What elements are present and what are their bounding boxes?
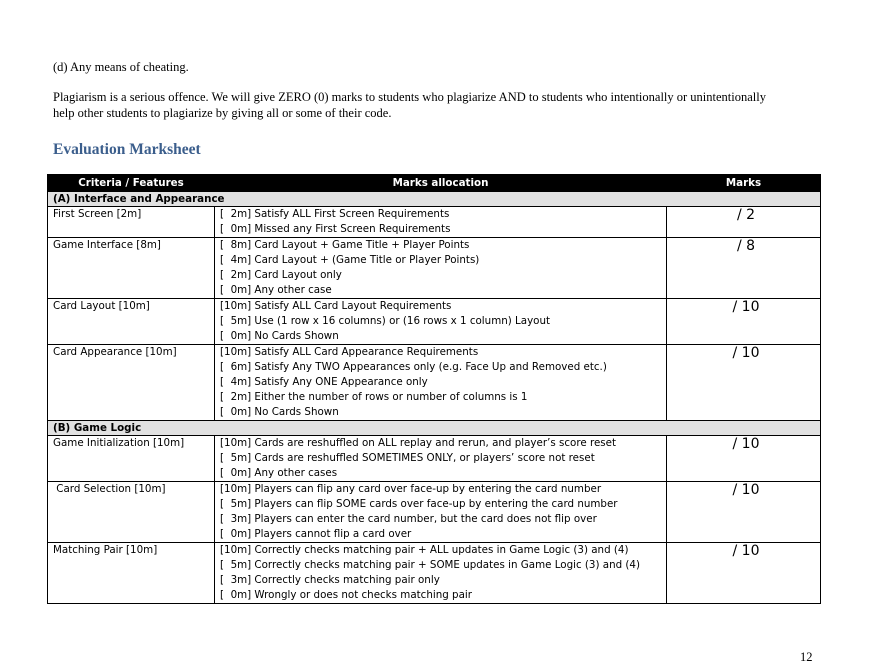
table-row bbox=[48, 436, 821, 482]
allocation-line: [ 2m] Either the number of rows or number of columns is 1 bbox=[220, 391, 528, 403]
allocation-line: [ 2m] Card Layout only bbox=[220, 269, 342, 281]
section-row bbox=[48, 192, 821, 207]
table-row bbox=[48, 207, 821, 238]
criteria-cell: Card Appearance [10m] bbox=[48, 345, 215, 421]
section-title: (B) Game Logic bbox=[48, 421, 821, 436]
marksheet-table bbox=[47, 174, 821, 604]
criteria-cell: Matching Pair [10m] bbox=[48, 543, 215, 604]
marks-cell: / 10 bbox=[667, 482, 821, 543]
allocation-line: [ 0m] No Cards Shown bbox=[220, 406, 339, 418]
table-header-row bbox=[48, 175, 821, 192]
allocation-cell bbox=[215, 345, 667, 421]
header-allocation: Marks allocation bbox=[215, 175, 667, 192]
criteria-cell: Game Initialization [10m] bbox=[48, 436, 215, 482]
criteria-cell: Card Layout [10m] bbox=[48, 299, 215, 345]
allocation-line: [ 8m] Card Layout + Game Title + Player Points bbox=[220, 239, 470, 251]
allocation-line: [10m] Satisfy ALL Card Layout Requirements bbox=[220, 300, 452, 312]
allocation-line: [10m] Cards are reshuffled on ALL replay and rerun, and player’s score reset bbox=[220, 437, 617, 449]
table-body bbox=[48, 192, 821, 604]
allocation-line: [ 6m] Satisfy Any TWO Appearances only (e.g. Face Up and Removed etc.) bbox=[220, 361, 607, 373]
allocation-line: [ 0m] No Cards Shown bbox=[220, 330, 339, 342]
allocation-line: [ 5m] Players can flip SOME cards over face-up by entering the card number bbox=[220, 498, 618, 510]
section-row bbox=[48, 421, 821, 436]
header-marks: Marks bbox=[667, 175, 821, 192]
page-number: 12 bbox=[800, 650, 813, 664]
table-row bbox=[48, 543, 821, 604]
allocation-cell bbox=[215, 482, 667, 543]
criteria-cell: Card Selection [10m] bbox=[48, 482, 215, 543]
allocation-cell bbox=[215, 436, 667, 482]
table-row bbox=[48, 345, 821, 421]
table-row bbox=[48, 482, 821, 543]
section-heading: Evaluation Marksheet bbox=[53, 141, 201, 158]
allocation-line: [10m] Players can flip any card over face-up by entering the card number bbox=[220, 483, 602, 495]
allocation-cell bbox=[215, 238, 667, 299]
allocation-line: [ 4m] Satisfy Any ONE Appearance only bbox=[220, 376, 428, 388]
allocation-cell bbox=[215, 207, 667, 238]
allocation-line: [ 5m] Cards are reshuffled SOMETIMES ONLY, or players’ score not reset bbox=[220, 452, 595, 464]
allocation-line: [ 3m] Players can enter the card number, but the card does not flip over bbox=[220, 513, 597, 525]
allocation-line: [ 0m] Any other case bbox=[220, 284, 332, 296]
allocation-line: [ 0m] Any other cases bbox=[220, 467, 338, 479]
allocation-line: [ 3m] Correctly checks matching pair only bbox=[220, 574, 440, 586]
allocation-line: [ 0m] Missed any First Screen Requirements bbox=[220, 223, 451, 235]
allocation-line: [10m] Satisfy ALL Card Appearance Requirements bbox=[220, 346, 479, 358]
allocation-cell bbox=[215, 299, 667, 345]
allocation-line: [ 0m] Players cannot flip a card over bbox=[220, 528, 412, 540]
table-row bbox=[48, 238, 821, 299]
cheating-clause: (d) Any means of cheating. bbox=[53, 60, 189, 74]
plagiarism-paragraph: Plagiarism is a serious offence. We will give ZERO (0) marks to students who plagiarize AND to students who intentionally or unintentionally help other students to plagiarize by giving all or some of their code. bbox=[53, 90, 766, 120]
allocation-line: [10m] Correctly checks matching pair + ALL updates in Game Logic (3) and (4) bbox=[220, 544, 629, 556]
section-title: (A) Interface and Appearance bbox=[48, 192, 821, 207]
criteria-cell: Game Interface [8m] bbox=[48, 238, 215, 299]
table-row bbox=[48, 299, 821, 345]
allocation-line: [ 5m] Use (1 row x 16 columns) or (16 rows x 1 column) Layout bbox=[220, 315, 551, 327]
marks-cell: / 10 bbox=[667, 543, 821, 604]
header-criteria: Criteria / Features bbox=[48, 175, 215, 192]
marks-cell: / 10 bbox=[667, 436, 821, 482]
marks-cell: / 10 bbox=[667, 345, 821, 421]
marks-cell: / 8 bbox=[667, 238, 821, 299]
marks-cell: / 2 bbox=[667, 207, 821, 238]
criteria-cell: First Screen [2m] bbox=[48, 207, 215, 238]
allocation-line: [ 2m] Satisfy ALL First Screen Requirements bbox=[220, 208, 450, 220]
allocation-line: [ 4m] Card Layout + (Game Title or Player Points) bbox=[220, 254, 480, 266]
marks-cell: / 10 bbox=[667, 299, 821, 345]
allocation-line: [ 0m] Wrongly or does not checks matching pair bbox=[220, 589, 472, 601]
allocation-line: [ 5m] Correctly checks matching pair + SOME updates in Game Logic (3) and (4) bbox=[220, 559, 640, 571]
allocation-cell bbox=[215, 543, 667, 604]
